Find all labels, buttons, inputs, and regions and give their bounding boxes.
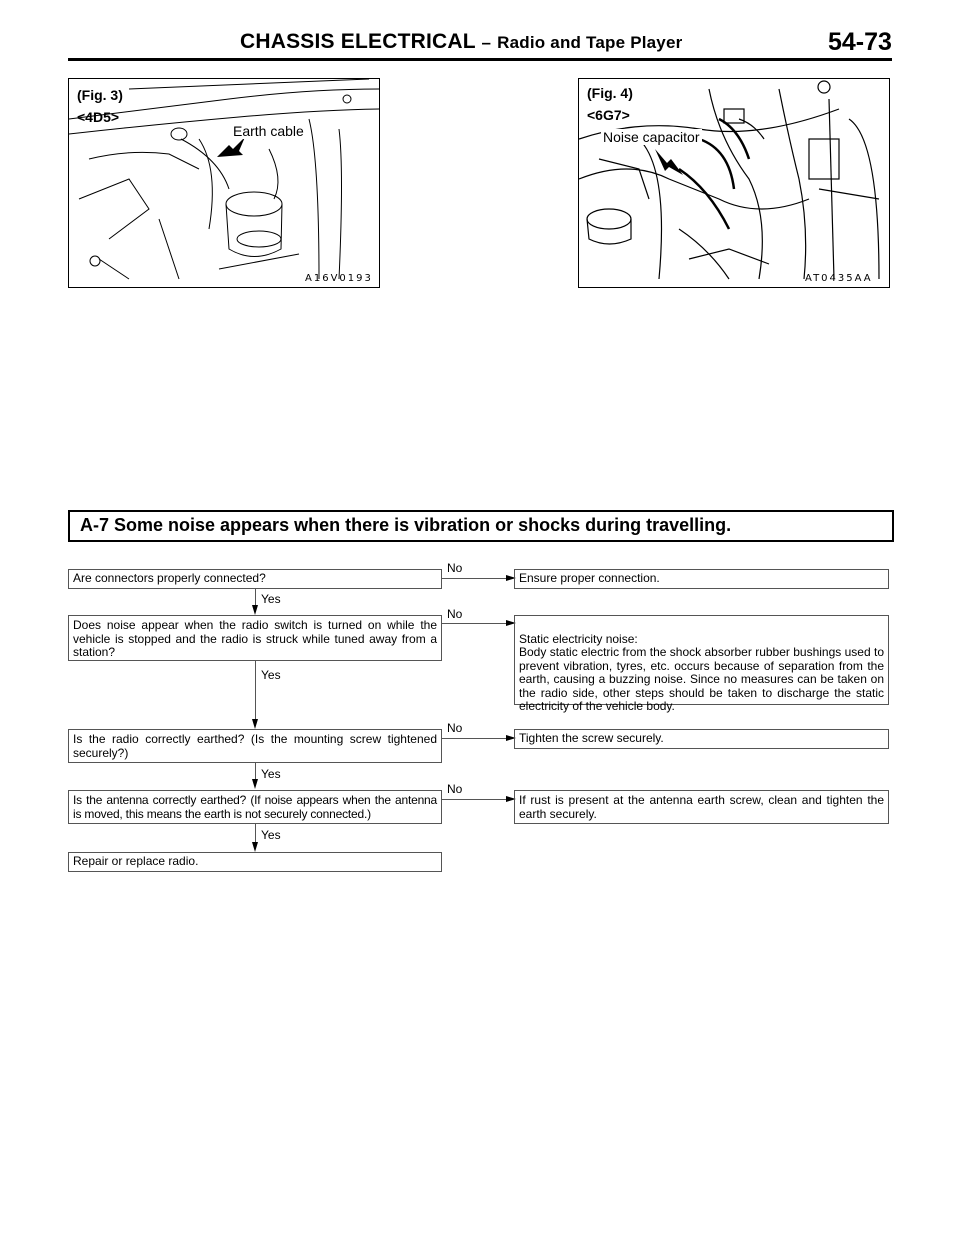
- answer-1-box: [514, 569, 889, 589]
- noise-capacitor-callout: Noise capacitor: [603, 129, 700, 145]
- section-heading-box: [68, 510, 894, 542]
- yes-label-1: Yes: [261, 592, 281, 606]
- question-1-box: [68, 569, 442, 589]
- yes-arrow-1: [252, 605, 258, 615]
- answer-3-text: Tighten the screw securely.: [519, 731, 664, 745]
- yes-label-2: Yes: [261, 668, 281, 682]
- yes-arrow-2: [252, 719, 258, 729]
- question-1-text: Are connectors properly connected?: [73, 571, 266, 585]
- yes-arrow-3: [252, 779, 258, 789]
- question-2-text: Does noise appear when the radio switch is turned on while the vehicle is stopped and the radio is struck while tuned away from a station?: [73, 618, 437, 659]
- yes-label-4: Yes: [261, 828, 281, 842]
- question-3-text: Is the radio correctly earthed? (Is the mounting screw tightened securely?): [73, 732, 437, 760]
- question-2-box: [68, 615, 442, 661]
- no-line-4: [442, 799, 508, 800]
- section-heading: A-7 Some noise appears when there is vibration or shocks during travelling.: [80, 515, 732, 535]
- answer-4-text: If rust is present at the antenna earth screw, clean and tighten the earth securely.: [519, 793, 884, 821]
- header-rule: [68, 58, 892, 61]
- page-header-title: [240, 30, 682, 54]
- no-line-1: [442, 578, 508, 579]
- no-line-2: [442, 623, 508, 624]
- figure-3-illustration: [68, 78, 380, 288]
- answer-4-box: [514, 790, 889, 824]
- final-action-text: Repair or replace radio.: [73, 854, 199, 868]
- yes-label-3: Yes: [261, 767, 281, 781]
- question-3-box: [68, 729, 442, 763]
- figure-4-code: AT0435AA: [805, 273, 873, 284]
- header-title-main: CHASSIS ELECTRICAL: [240, 30, 476, 53]
- figure-4-illustration: [578, 78, 890, 288]
- figure-4-engine: <6G7>: [587, 107, 630, 123]
- answer-2-text: Static electricity noise: Body static electric from the shock absorber rubber bushings used to prevent vibration, tyres, etc. occurs because of separation from the earth, causing a buzzing noise. Since no measures can be taken on the radio side, other steps should be taken to discharge the static electricity of the vehicle body.: [519, 631, 884, 713]
- answer-1-text: Ensure proper connection.: [519, 571, 660, 585]
- no-line-3: [442, 738, 508, 739]
- figure-4-label: (Fig. 4): [587, 85, 633, 101]
- yes-arrow-4: [252, 842, 258, 852]
- no-label-4: No: [447, 782, 463, 796]
- question-4-text: Is the antenna correctly earthed? (If noise appears when the antenna is moved, this means the earth is not securely connected.): [73, 793, 437, 821]
- earth-cable-callout: Earth cable: [233, 123, 304, 139]
- page-number: 54-73: [828, 28, 892, 56]
- final-action-box: [68, 852, 442, 872]
- figure-3-engine: <4D5>: [77, 109, 120, 125]
- no-label-3: No: [447, 721, 463, 735]
- answer-2-box: [514, 615, 889, 713]
- figure-3-code: A16V0193: [305, 273, 373, 284]
- question-4-box: [68, 790, 442, 824]
- no-label-2: No: [447, 607, 463, 621]
- header-dash: –: [481, 33, 492, 52]
- figure-3-label: (Fig. 3): [77, 87, 123, 103]
- no-label-1: No: [447, 561, 463, 575]
- header-subtitle: Radio and Tape Player: [497, 33, 683, 52]
- answer-3-box: [514, 729, 889, 749]
- yes-line-2: [255, 661, 256, 725]
